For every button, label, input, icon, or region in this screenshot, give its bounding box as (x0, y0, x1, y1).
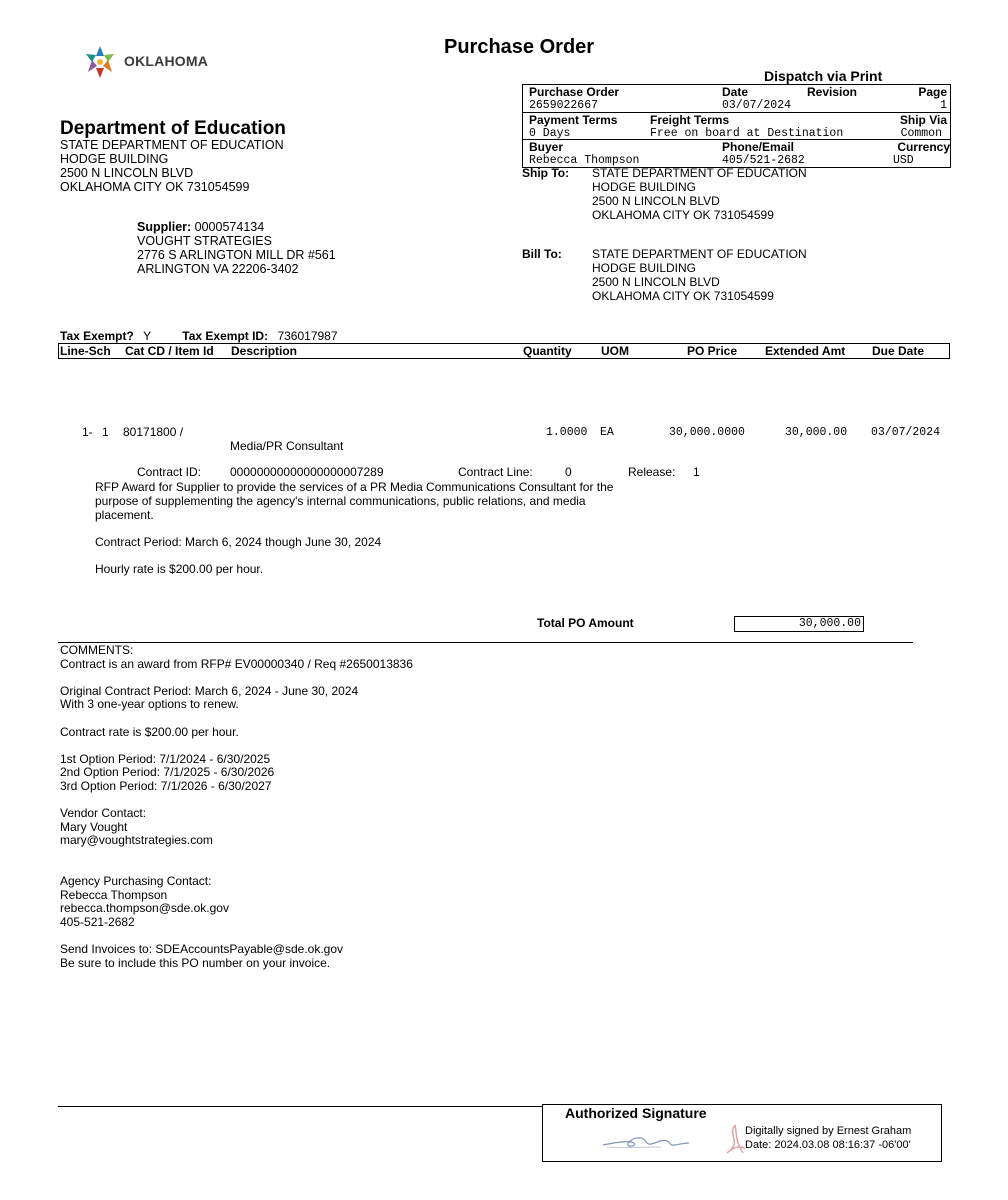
comment-line: mary@voughtstrategies.com (60, 833, 213, 848)
col-extended-amt: Extended Amt (765, 344, 846, 358)
supplier-block (137, 220, 336, 276)
digital-signature-seal-icon (723, 1123, 747, 1157)
hourly-rate: Hourly rate is $200.00 per hour. (95, 562, 264, 576)
contract-period: Contract Period: March 6, 2024 though June 30, 2024 (95, 535, 382, 549)
buyer-label: Buyer (529, 140, 564, 154)
ship-to-line: HODGE BUILDING (592, 180, 697, 194)
revision-label: Revision (807, 85, 858, 99)
agency-address-line: 2500 N LINCOLN BLVD (60, 166, 194, 180)
freight-terms-label: Freight Terms (650, 113, 730, 127)
agency-address (60, 138, 284, 194)
col-line-sch: Line-Sch (60, 344, 111, 358)
comment-line: Rebecca Thompson (60, 887, 168, 902)
bill-to-address (592, 247, 807, 303)
narrative-line: RFP Award for Supplier to provide the services of a PR Media Communications Consultant for the (95, 480, 614, 494)
agency-address-line: HODGE BUILDING (60, 152, 169, 166)
currency-label: Currency (897, 140, 950, 154)
supplier-id: 0000574134 (194, 220, 265, 234)
contract-line-label: Contract Line: (458, 465, 533, 479)
comment-line (60, 847, 413, 861)
signature-label: Authorized Signature (565, 1105, 707, 1121)
supplier-address-line: 2776 S ARLINGTON MILL DR #561 (137, 248, 336, 262)
po-date: 03/07/2024 (722, 99, 792, 112)
total-po-box (734, 616, 864, 632)
release-number: 1 (693, 465, 700, 479)
comment-line: With 3 one-year options to renew. (60, 697, 239, 712)
col-po-price: PO Price (687, 344, 738, 358)
comment-line: 405-521-2682 (60, 914, 135, 929)
tax-exempt-id: 736017987 (277, 329, 338, 343)
bill-to-line: STATE DEPARTMENT OF EDUCATION (592, 247, 807, 261)
ship-to-line: STATE DEPARTMENT OF EDUCATION (592, 166, 807, 180)
comment-line: 1st Option Period: 7/1/2024 - 6/30/2025 (60, 751, 271, 766)
col-due-date: Due Date (872, 344, 925, 358)
oklahoma-logo (80, 44, 220, 80)
ship-via-label: Ship Via (899, 113, 947, 127)
buyer-phone: 405/521-2682 (722, 154, 805, 167)
line-due-date: 03/07/2024 (871, 426, 941, 439)
oklahoma-logo-mark-icon (80, 44, 120, 80)
contract-id: 00000000000000000007289 (230, 465, 384, 479)
supplier-address-line: VOUGHT STRATEGIES (137, 234, 272, 248)
comment-line (60, 861, 413, 875)
total-po-label: Total PO Amount (537, 616, 634, 630)
col-description: Description (231, 344, 298, 358)
line-quantity: 1.0000 (546, 426, 588, 439)
freight-terms-value: Free on board at Destination (650, 127, 844, 140)
tax-exempt-row (60, 329, 338, 343)
agency-address-line: STATE DEPARTMENT OF EDUCATION (60, 138, 284, 152)
ship-via-value: Common (900, 127, 942, 140)
ship-to-line: 2500 N LINCOLN BLVD (592, 194, 720, 208)
comment-line: Original Contract Period: March 6, 2024 - June 30, 2024 (60, 683, 359, 698)
comment-line: Mary Vought (60, 819, 128, 834)
ship-to-address (592, 166, 807, 222)
payment-terms-label: Payment Terms (529, 113, 618, 127)
po-header-box (522, 84, 951, 168)
digital-signature-line: Digitally signed by Ernest Graham (745, 1125, 912, 1137)
comment-line: Be sure to include this PO number on your invoice. (60, 955, 331, 970)
line-extended-amt: 30,000.00 (785, 426, 848, 439)
payment-terms-value: 0 Days (529, 127, 571, 140)
bill-to-label: Bill To: (522, 247, 562, 261)
cat-item-id: 80171800 / (123, 425, 184, 439)
comment-line: 3rd Option Period: 7/1/2026 - 6/30/2027 (60, 778, 272, 793)
comment-line: Contract rate is $200.00 per hour. (60, 724, 239, 739)
document-title: Purchase Order (444, 36, 595, 58)
col-quantity: Quantity (523, 344, 572, 358)
comment-line: Vendor Contact: (60, 806, 147, 821)
line-description: Media/PR Consultant (230, 439, 344, 453)
line-narrative (95, 480, 613, 522)
tax-exempt-value: Y (143, 329, 151, 343)
col-uom: UOM (601, 344, 629, 358)
line-number: 1- (82, 425, 93, 439)
bill-to-line: 2500 N LINCOLN BLVD (592, 275, 720, 289)
phone-email-label: Phone/Email (722, 140, 795, 154)
comment-line (60, 738, 413, 752)
date-label: Date (722, 85, 749, 99)
comment-line: 2nd Option Period: 7/1/2025 - 6/30/2026 (60, 765, 275, 780)
tax-exempt-id-label: Tax Exempt ID: (182, 329, 269, 343)
supplier-id-row (137, 220, 336, 234)
line-uom: EA (600, 426, 614, 439)
comment-line (60, 670, 413, 684)
line-items-header (58, 343, 950, 359)
total-po-amount: 30,000.00 (798, 617, 861, 630)
schedule-number: 1 (102, 425, 109, 439)
handwritten-signature-icon (601, 1127, 691, 1153)
page-number: 1 (940, 99, 947, 112)
ship-to-label: Ship To: (522, 166, 570, 180)
agency-name: Department of Education (60, 118, 286, 139)
agency-address-line: OKLAHOMA CITY OK 731054599 (60, 180, 250, 194)
currency-value: USD (893, 154, 914, 167)
tax-exempt-label: Tax Exempt? (60, 329, 134, 343)
narrative-line: purpose of supplementing the agency's internal communications, public relations, and media (95, 494, 586, 508)
ship-to-line: OKLAHOMA CITY OK 731054599 (592, 208, 774, 222)
col-cat-item: Cat CD / Item Id (125, 344, 214, 358)
buyer-name: Rebecca Thompson (529, 154, 640, 167)
digital-signature-date: Date: 2024.03.08 08:16:37 -06'00' (745, 1139, 911, 1151)
purchase-order-label: Purchase Order (529, 85, 620, 99)
supplier-address-line: ARLINGTON VA 22206-3402 (137, 262, 299, 276)
comment-line: Send Invoices to: SDEAccountsPayable@sde.ok.gov (60, 942, 344, 957)
supplier-label: Supplier: (137, 220, 192, 234)
bill-to-line: HODGE BUILDING (592, 261, 697, 275)
comment-line (60, 928, 413, 942)
comments-block (60, 643, 413, 969)
bill-to-line: OKLAHOMA CITY OK 731054599 (592, 289, 774, 303)
logo-text: OKLAHOMA (124, 53, 209, 69)
bottom-divider (58, 1106, 542, 1107)
comment-line: COMMENTS: (60, 643, 134, 657)
signature-box (542, 1104, 942, 1162)
line-po-price: 30,000.0000 (669, 426, 745, 439)
comment-line: rebecca.thompson@sde.ok.gov (60, 901, 229, 916)
comment-line: Contract is an award from RFP# EV00000340 / Req #2650013836 (60, 656, 413, 671)
release-label: Release: (628, 465, 676, 479)
comment-line: Agency Purchasing Contact: (60, 874, 212, 889)
comment-line (60, 793, 413, 807)
narrative-line: placement. (95, 508, 154, 522)
contract-line: 0 (565, 465, 572, 479)
page-label: Page (918, 85, 947, 99)
purchase-order-number: 2659022667 (529, 99, 599, 112)
dispatch-method: Dispatch via Print (764, 68, 883, 84)
contract-id-label: Contract ID: (137, 465, 202, 479)
comment-line (60, 711, 413, 725)
